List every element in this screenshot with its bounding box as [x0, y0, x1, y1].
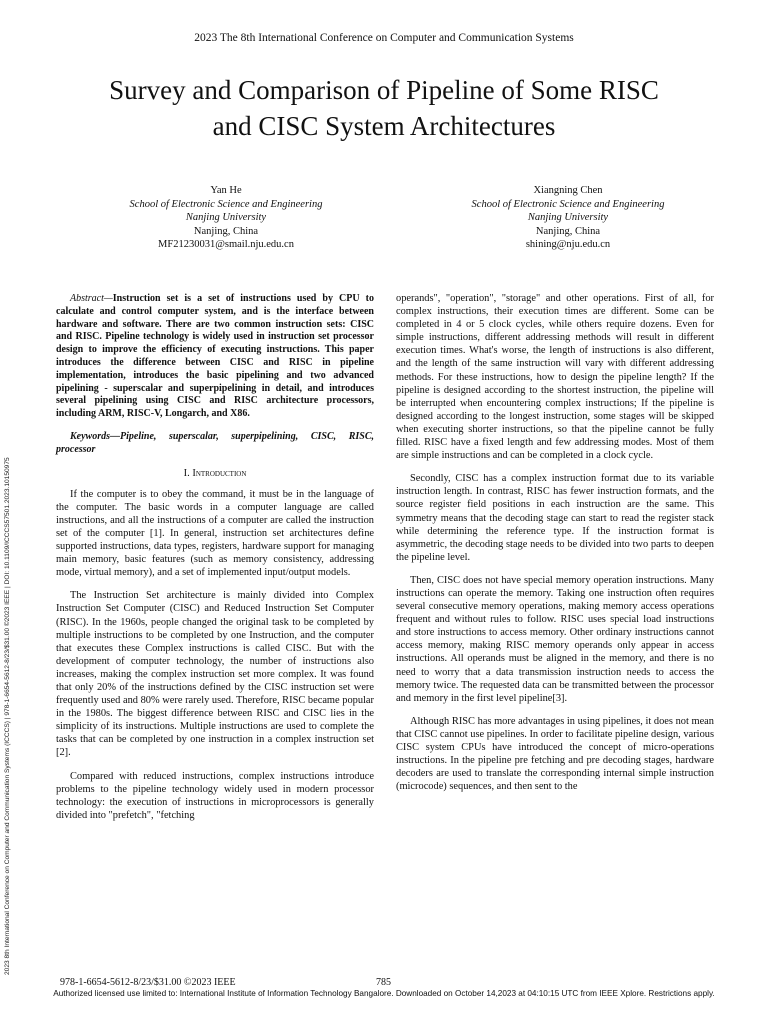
left-column	[56, 293, 374, 832]
author-affiliation: School of Electronic Science and Engineering	[129, 198, 323, 210]
side-citation-note: 2023 8th International Conference on Computer and Communication Systems (ICCCS) | 978-1-6654-5612-8/23/$31.00 ©2023 IEEE | DOI: 10.1109/ICCCS57501.2023.10150975	[4, 457, 11, 975]
author-name: Xiangning Chen	[533, 185, 603, 196]
abstract-text: Instruction set is a set of instructions used by CPU to calculate and control computer system, and is the interface between hardware and software. There are two common instruction sets: CISC and RISC. Pipeline technology is widely used in instruction set processor design to improve the efficiency of executing instructions. This paper introduces the difference between CISC and RISC in pipeline implementation, introduces the basic pipelining and two advanced pipelining - superscalar and superpipelining in detail, and introduces several pipelining using CISC and RISC architecture processors, including ARM, RISC-V, Longarch, and X86.	[56, 293, 374, 420]
author-block-2	[438, 184, 698, 252]
author-university: Nanjing University	[527, 212, 609, 223]
title-line-1: Survey and Comparison of Pipeline of Some RISC	[109, 75, 659, 105]
section-number: I.	[183, 467, 190, 479]
paragraph: Compared with reduced instructions, complex instructions introduce problems to the pipeline technology widely used in modern processor technology: the execution of instructions in microprocessors is generally divided into "prefetch", "fetching	[56, 770, 374, 821]
paragraph: operands", "operation", "storage" and other operations. First of all, for complex instructions, their execution times are different. Some can be completed in 4 or 5 clock cycles, while others require dozens. Even for simple instructions, different addressing methods will result in different execution times. What's worse, the length of instructions is also different, and the length of the same instruction will vary with different addressing methods. For these instructions, how to design the pipeline length? If the pipeline is designed according to the shortest instruction, the pipeline will be interrupted when encountering complex instructions; If the pipeline is designed according to the longest instruction, some stages will be skipped when executing shorter instructions, so that the pipeline cannot be fully filled. RISC have a fixed length and few addressing modes. Most of them are simple instructions and can be completed in a clock cycle.	[396, 293, 714, 462]
license-notice: Authorized licensed use limited to: International Institute of Information Technology Bangalore. Downloaded on October 14,2023 at 04:10:15 UTC from IEEE Xplore. Restrictions apply.	[53, 989, 715, 998]
footer-isbn: 978-1-6654-5612-8/23/$31.00 ©2023 IEEE	[60, 977, 236, 988]
author-email[interactable]: MF21230031@smail.nju.edu.cn	[158, 239, 294, 250]
paragraph: The Instruction Set architecture is mainly divided into Complex Instruction Set Computer (CISC) and Reduced Instruction Set Computer (RISC). In the 1960s, people changed the original task to be completed by multiple instructions to be completed by one Instruction, and the computer that executes these Complex instructions is called CISC. But with the development of computer technology, the number of instructions also increases, making the complex instruction set more complex. It was found that only 20% of the instructions defined by the CISC instruction set were frequently used and 80% were rarely used. Therefore, RISC became popular in the 1980s. The biggest difference between RISC and CISC lies in the simplicity of its instructions. Multiple instructions are used to complete the tasks that can be completed by one instruction in a complex instruction set [2].	[56, 590, 374, 759]
paragraph: Secondly, CISC has a complex instruction format due to its variable instruction length. In contrast, RISC has fewer instruction formats, and the source register field positions in each instruction are the same. This symmetry means that the decoding stage can start to read the register stack while determining the reference type. If the instruction format is asymmetric, the decoding stage needs to be divided into two parts to deepen the pipeline level.	[396, 473, 714, 563]
abstract-label: Abstract—	[70, 293, 113, 304]
keywords: Keywords—Pipeline, superscalar, superpipelining, CISC, RISC, processor	[56, 430, 374, 455]
abstract	[56, 293, 374, 421]
author-location: Nanjing, China	[193, 225, 259, 237]
author-name: Yan He	[210, 185, 242, 196]
paragraph: If the computer is to obey the command, it must be in the language of the computer. The basic words in a computer language are called instructions, and all the instructions of a computer are called the instruction set of the computer [1]. In general, instruction set architectures define supported instructions, data types, registers, hardware support for managing main memory, basic features (such as memory consistency, addressing mode, virtual memory), and a set of implemented input/output models.	[56, 488, 374, 579]
paragraph: Although RISC has more advantages in using pipelines, it does not mean that CISC cannot use pipelines. In order to facilitate pipeline design, various CISC system CPUs have introduced the concept of micro-operations instructions. In the pipeline pre fetching and pre decoding stages, hardware decoders are used to translate the corresponding internal simple instruction (microcode) sequences, and then sent to the	[396, 715, 714, 793]
conference-header: 2023 The 8th International Conference on Computer and Communication Systems	[194, 32, 574, 44]
author-affiliation: School of Electronic Science and Engineering	[471, 198, 665, 210]
section-title: Introduction	[192, 467, 247, 479]
section-heading	[56, 467, 374, 480]
author-location: Nanjing, China	[535, 225, 601, 237]
author-email[interactable]: shining@nju.edu.cn	[525, 239, 611, 250]
paragraph: Then, CISC does not have special memory operation instructions. Many instructions can operate the memory. Taking one instruction often requires several consecutive memory operations, making memory access operations frequent and without rules to follow. RISC uses special load instructions and store instructions to access memory. Other ordinary instructions cannot access memory, making RISC memory operands only appear in access instructions. All operands must be aligned in the memory, and there is no need to worry that a data transmission instruction needs to access the memory twice. The requested data can be transmitted between the processor and memory in the first level pipeline[3].	[396, 574, 714, 704]
title-line-2: and CISC System Architectures	[212, 111, 556, 141]
page-number: 785	[376, 977, 391, 988]
right-column	[396, 292, 714, 803]
author-university: Nanjing University	[185, 212, 267, 223]
paper-title	[40, 72, 728, 144]
author-block-1	[96, 184, 356, 252]
